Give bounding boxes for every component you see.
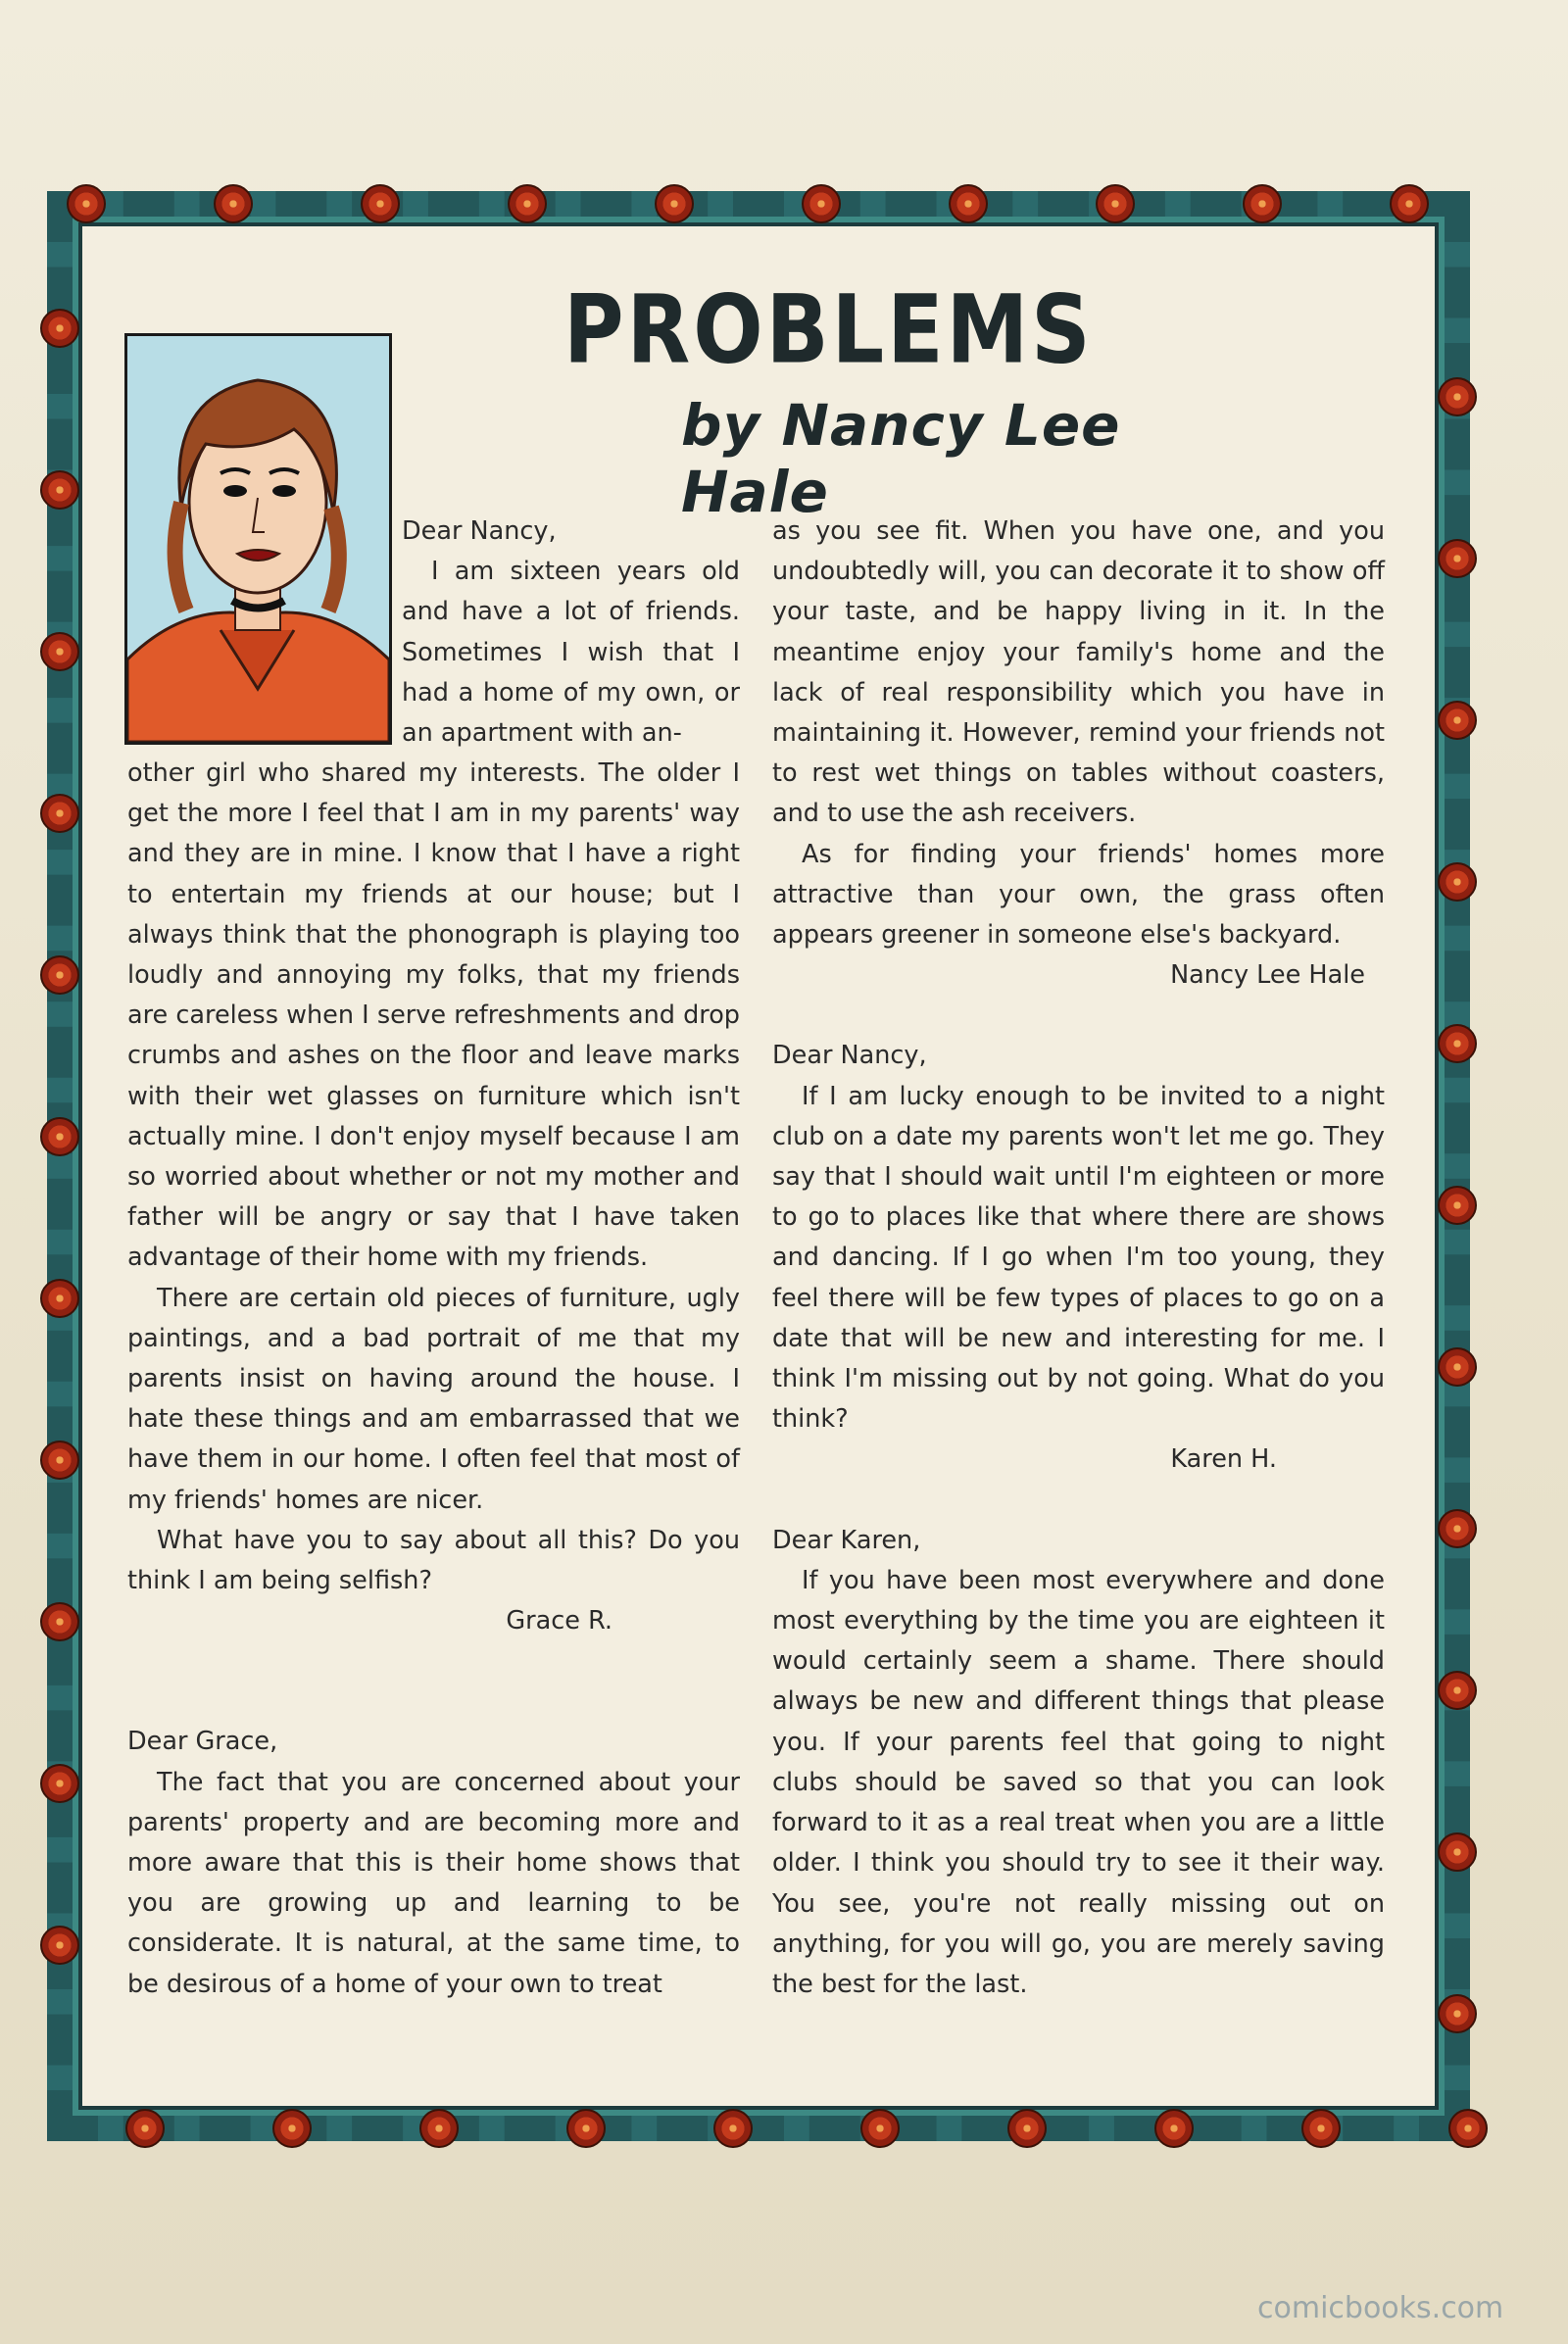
rose-icon	[40, 794, 79, 833]
reply2-paragraph-1: If you have been most everywhere and done most everything by the time you are eighteen it would certainly seem a shame. There should always be new and different things that please you. If your parents feel that going to night clubs should be saved so that you can look forward to it as a real treat when you are a little older. I think you should try to see it their way. You see, you're not really missing out on anything, for you will go, you are merely saving the best for the last.	[772, 1565, 1385, 1999]
rose-icon	[125, 2109, 165, 2148]
letter1-paragraph-3: What have you to say about all this? Do you think I am being selfish?	[127, 1525, 740, 1596]
rose-icon	[214, 184, 253, 223]
rose-icon	[949, 184, 988, 223]
letter2-paragraph-1: If I am lucky enough to be invited to a night club on a date my parents won't let me go. They say that I should wait until I'm eighteen or more to go to places like that where there are shows and dancing. If I go when I'm too young, they feel there will be few types of places to go on a date that will be new and interesting for me. I think I'm missing out by not going. What do you think?	[772, 1081, 1385, 1435]
rose-icon	[67, 184, 106, 223]
rose-icon	[1243, 184, 1282, 223]
rose-icon	[40, 1279, 79, 1318]
rose-icon	[1438, 1671, 1477, 1710]
reply2-salutation: Dear Karen,	[772, 1525, 921, 1555]
left-column-top	[402, 512, 740, 754]
rose-icon	[566, 2109, 606, 2148]
rose-icon	[802, 184, 841, 223]
rose-icon	[713, 2109, 753, 2148]
rose-icon	[1438, 1994, 1477, 2033]
rose-icon	[40, 309, 79, 348]
letter2-salutation: Dear Nancy,	[772, 1041, 927, 1071]
letter2-signature: Karen H.	[1170, 1444, 1277, 1475]
rose-icon	[361, 184, 400, 223]
reply1-paragraph-1: The fact that you are concerned about your parents' property and are becoming more and more aware that this is their home shows that you are growing up and learning to be considerate. It is natural, at the same time, to be desirous of a home of your own to treat	[127, 1767, 740, 1999]
watermark: comicbooks.com	[1257, 2291, 1504, 2325]
spacer	[127, 1641, 740, 1682]
rose-icon	[40, 1117, 79, 1156]
rose-icon	[655, 184, 694, 223]
portrait-illustration	[124, 333, 392, 745]
rose-icon	[40, 1602, 79, 1641]
reply1-paragraph-2: As for finding your friends' homes more attractive than your own, the grass often appears greener in someone else's backyard.	[772, 839, 1385, 951]
rose-icon	[1438, 539, 1477, 578]
rose-icon	[419, 2109, 459, 2148]
rose-icon	[860, 2109, 900, 2148]
rose-icon	[1438, 1347, 1477, 1387]
rose-icon	[1438, 701, 1477, 740]
rose-icon	[1438, 1024, 1477, 1063]
right-column	[772, 512, 1385, 2005]
left-column	[127, 754, 740, 2005]
page-title: PROBLEMS	[564, 274, 1094, 385]
rose-icon	[40, 632, 79, 671]
rose-icon	[1438, 1509, 1477, 1548]
spacer	[772, 996, 1385, 1036]
reply1-salutation: Dear Grace,	[127, 1727, 278, 1757]
woman-portrait-icon	[127, 336, 389, 742]
rose-icon	[1390, 184, 1429, 223]
byline: by Nancy Lee Hale	[681, 392, 1121, 525]
reply1-signature: Nancy Lee Hale	[1170, 960, 1365, 991]
letter1-paragraph-1-top: I am sixteen years old and have a lot of friends. Sometimes I wish that I had a home of my own, or an apartment with an-	[402, 557, 740, 749]
rose-icon	[508, 184, 547, 223]
spacer	[127, 1682, 740, 1722]
rose-icon	[1448, 2109, 1488, 2148]
rose-icon	[1154, 2109, 1194, 2148]
rose-icon	[40, 1764, 79, 1803]
rose-icon	[1007, 2109, 1047, 2148]
rose-icon	[272, 2109, 312, 2148]
rose-icon	[40, 955, 79, 995]
rose-icon	[1438, 377, 1477, 416]
letter1-salutation: Dear Nancy,	[402, 516, 557, 546]
letter1-paragraph-2: There are certain old pieces of furniture, ugly paintings, and a bad portrait of me that my parents insist on having around the house. I hate these things and am embarrassed that we have them in our home. I often feel that most of my friends' homes are nicer.	[127, 1283, 740, 1515]
rose-icon	[1438, 862, 1477, 902]
rose-icon	[40, 1926, 79, 1965]
letter1-paragraph-1-rest: other girl who shared my interests. The older I get the more I feel that I am in my parents' way and they are in mine. I know that I have a right to entertain my friends at our house; but I always think that the phonograph is playing too loudly and annoying my folks, that my friends are careless when I serve refreshments and drop crumbs and ashes on the floor and leave marks with their wet glasses on furniture which isn't actually mine. I don't enjoy myself because I am so worried about whether or not my mother and father will be angry or say that I have taken advantage of their home with my friends.	[127, 758, 740, 1273]
rose-icon	[1096, 184, 1135, 223]
rose-icon	[1438, 1832, 1477, 1872]
spacer	[772, 1481, 1385, 1521]
rose-icon	[40, 470, 79, 510]
rose-icon	[1301, 2109, 1341, 2148]
rose-icon	[40, 1441, 79, 1480]
letter1-signature: Grace R.	[506, 1606, 612, 1636]
rose-icon	[1438, 1186, 1477, 1225]
reply1-paragraph-1-continued: as you see fit. When you have one, and you undoubtedly will, you can decorate it to show off your taste, and be happy living in it. In the meantime enjoy your family's home and the lack of real responsibility which you have in maintaining it. However, remind your friends not to rest wet things on tables without coasters, and to use the ash receivers.	[772, 516, 1385, 829]
